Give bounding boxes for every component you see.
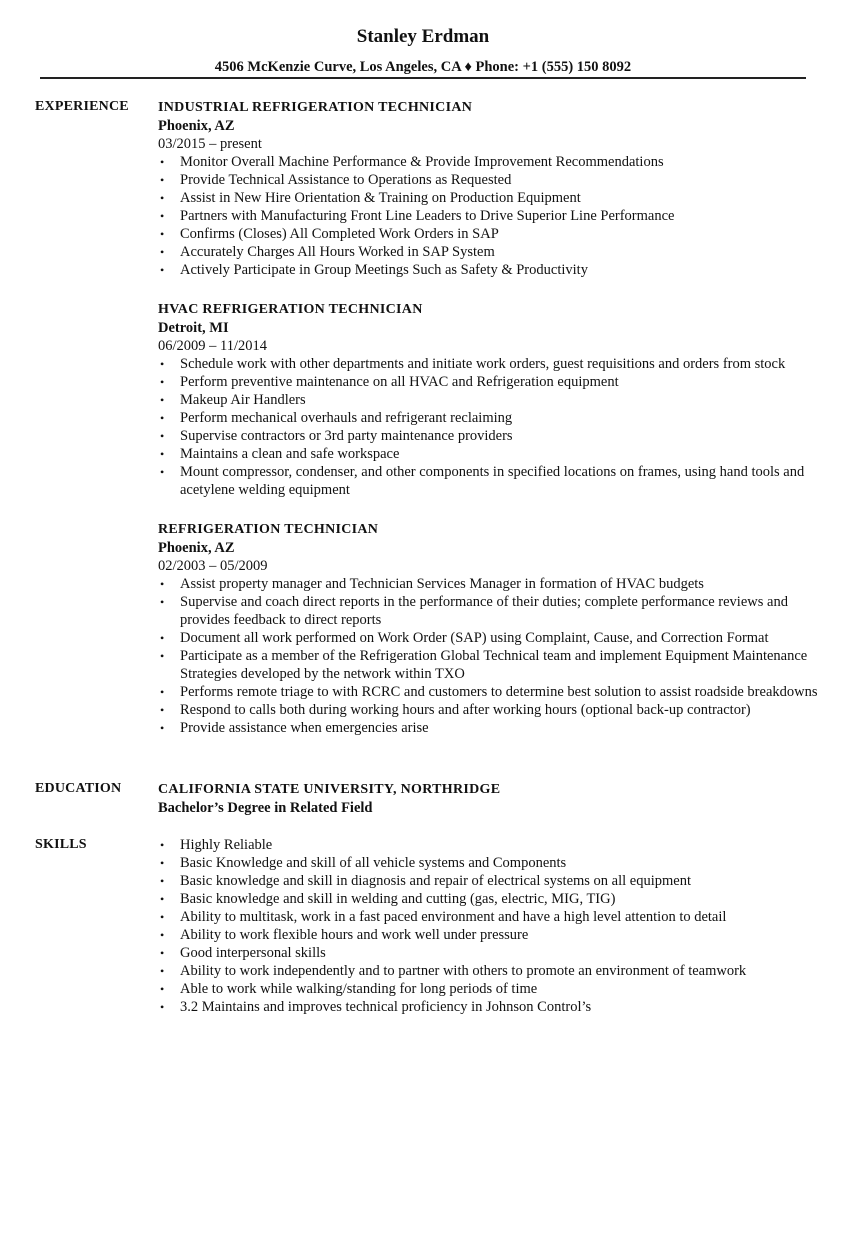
job-title: INDUSTRIAL REFRIGERATION TECHNICIAN xyxy=(158,100,473,115)
list-item: • Assist in New Hire Orientation & Training on Production Equipment xyxy=(180,189,818,207)
list-item: • Provide assistance when emergencies arise xyxy=(180,719,818,737)
skills-list xyxy=(158,836,818,1016)
list-item: • Monitor Overall Machine Performance & Provide Improvement Recommendations xyxy=(180,153,818,171)
job-entry xyxy=(158,301,818,499)
contact-line: 4506 McKenzie Curve, Los Angeles, CA ♦ Phone: +1 (555) 150 8092 xyxy=(214,59,632,75)
job-dates: 02/2003 – 05/2009 xyxy=(158,558,268,574)
list-item: • Actively Participate in Group Meetings Such as Safety & Productivity xyxy=(180,261,818,279)
list-item: • Highly Reliable xyxy=(180,836,818,854)
job-duties-list xyxy=(158,153,818,279)
list-item: • Ability to multitask, work in a fast paced environment and have a high level attention to detail xyxy=(180,908,818,926)
list-item: • Performs remote triage to with RCRC and customers to determine best solution to assist roadside breakdowns xyxy=(180,683,818,701)
list-item: • Makeup Air Handlers xyxy=(180,391,818,409)
experience-heading: EXPERIENCE xyxy=(35,99,129,114)
list-item: • Ability to work flexible hours and work well under pressure xyxy=(180,926,818,944)
job-duties-list xyxy=(158,355,818,499)
job-entry xyxy=(158,99,818,279)
list-item: • Good interpersonal skills xyxy=(180,944,818,962)
list-item: • Basic knowledge and skill in welding and cutting (gas, electric, MIG, TIG) xyxy=(180,890,818,908)
job-entry xyxy=(158,521,818,737)
job-title: REFRIGERATION TECHNICIAN xyxy=(158,522,379,537)
job-dates: 03/2015 – present xyxy=(158,136,262,152)
list-item: • Assist property manager and Technician Services Manager in formation of HVAC budgets xyxy=(180,575,818,593)
header-divider xyxy=(40,77,806,79)
skills-entry xyxy=(158,836,818,1016)
list-item: • Schedule work with other departments and initiate work orders, guest requisitions and orders from stock xyxy=(180,355,818,373)
candidate-name: Stanley Erdman xyxy=(356,26,490,47)
list-item: • Provide Technical Assistance to Operations as Requested xyxy=(180,171,818,189)
list-item: • Confirms (Closes) All Completed Work Orders in SAP xyxy=(180,225,818,243)
list-item: • Ability to work independently and to partner with others to promote an environment of teamwork xyxy=(180,962,818,980)
list-item: • Maintains a clean and safe workspace xyxy=(180,445,818,463)
list-item: • Basic Knowledge and skill of all vehicle systems and Components xyxy=(180,854,818,872)
list-item: • Basic knowledge and skill in diagnosis and repair of electrical systems on all equipment xyxy=(180,872,818,890)
list-item: • Participate as a member of the Refrigeration Global Technical team and implement Equipment Maintenance Strategies developed by the network within TXO xyxy=(180,647,818,683)
school-name: CALIFORNIA STATE UNIVERSITY, NORTHRIDGE xyxy=(158,782,501,797)
list-item: • Document all work performed on Work Order (SAP) using Complaint, Cause, and Correction Format xyxy=(180,629,818,647)
job-location: Detroit, MI xyxy=(158,320,229,336)
degree: Bachelor’s Degree in Related Field xyxy=(158,800,373,816)
list-item: • Perform preventive maintenance on all HVAC and Refrigeration equipment xyxy=(180,373,818,391)
job-location: Phoenix, AZ xyxy=(158,540,235,556)
list-item: • Able to work while walking/standing for long periods of time xyxy=(180,980,818,998)
list-item: • Partners with Manufacturing Front Line Leaders to Drive Superior Line Performance xyxy=(180,207,818,225)
education-heading: EDUCATION xyxy=(35,781,122,796)
list-item: • Accurately Charges All Hours Worked in SAP System xyxy=(180,243,818,261)
job-duties-list xyxy=(158,575,818,737)
education-entry xyxy=(158,781,818,817)
job-dates: 06/2009 – 11/2014 xyxy=(158,338,268,354)
job-location: Phoenix, AZ xyxy=(158,118,235,134)
list-item: • Supervise contractors or 3rd party maintenance providers xyxy=(180,427,818,445)
list-item: • Respond to calls both during working hours and after working hours (optional back-up contractor) xyxy=(180,701,818,719)
list-item: • Mount compressor, condenser, and other components in specified locations on frames, using hand tools and acetylene welding equipment xyxy=(180,463,818,499)
list-item: • 3.2 Maintains and improves technical proficiency in Johnson Control’s xyxy=(180,998,818,1016)
list-item: • Perform mechanical overhauls and refrigerant reclaiming xyxy=(180,409,818,427)
skills-heading: SKILLS xyxy=(35,837,87,852)
list-item: • Supervise and coach direct reports in the performance of their duties; complete performance reviews and provides feedback to direct reports xyxy=(180,593,818,629)
job-title: HVAC REFRIGERATION TECHNICIAN xyxy=(158,302,423,317)
